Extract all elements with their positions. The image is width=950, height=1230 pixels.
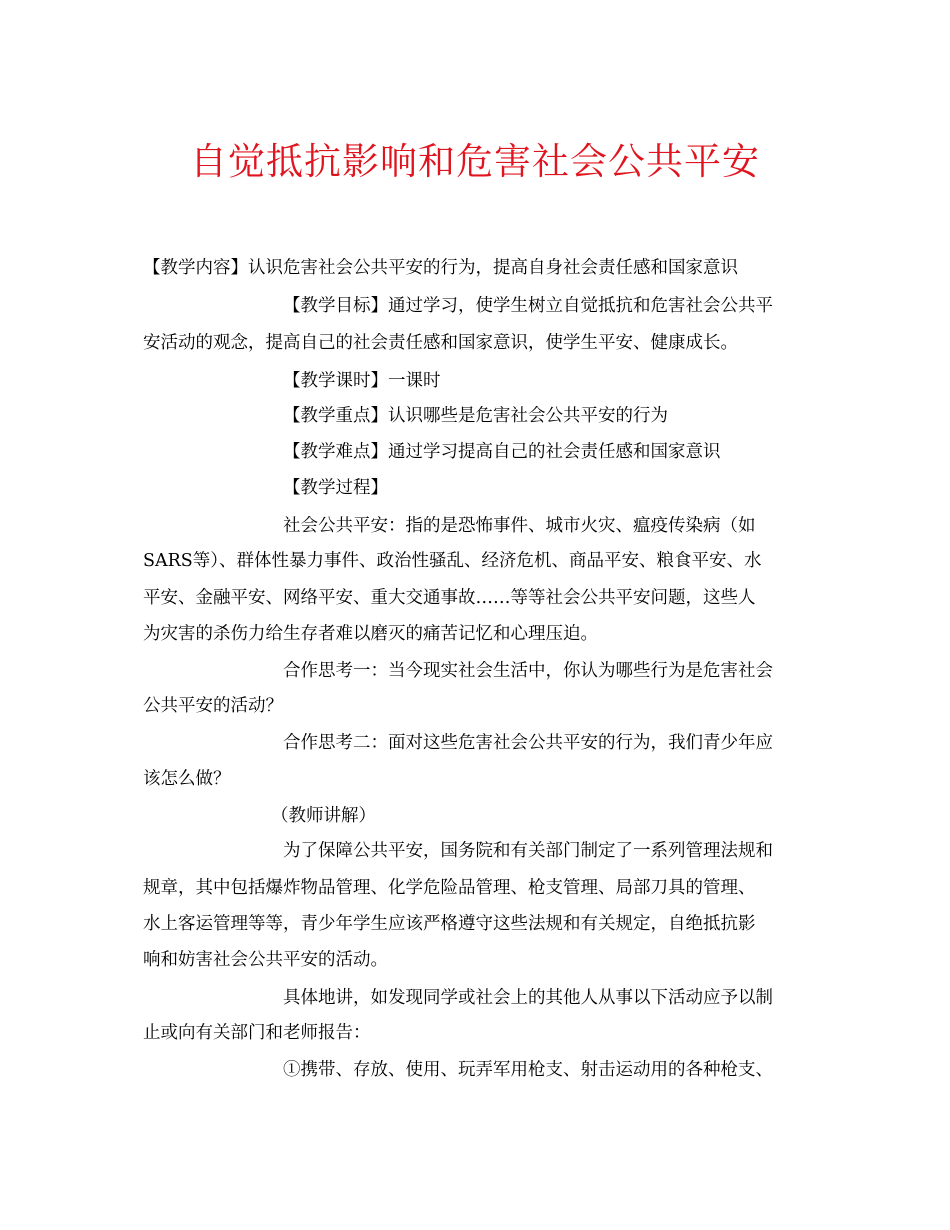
paragraph-line: 规章，其中包括爆炸物品管理、化学危险品管理、枪支管理、局部刀具的管理、 [143,878,756,898]
paragraph-line: 具体地讲，如发现同学或社会上的其他人从事以下活动应予以制 [283,988,773,1008]
document-title: 自觉抵抗影响和危害社会公共平安 [190,140,760,183]
paragraph-line: 【教学重点】认识哪些是危害社会公共平安的行为 [283,406,668,426]
paragraph-line: 响和妨害社会公共平安的活动。 [143,950,388,970]
paragraph-line: 安活动的观念，提高自己的社会责任感和国家意识，使学生平安、健康成长。 [143,333,738,353]
paragraph-line: 【教学难点】通过学习提高自己的社会责任感和国家意识 [283,442,721,462]
paragraph-line: ①携带、存放、使用、玩弄军用枪支、射击运动用的各种枪支、 [283,1060,773,1080]
paragraph-line: 【教学目标】通过学习，使学生树立自觉抵抗和危害社会公共平 [283,296,773,316]
paragraph-line: （教师讲解） [271,806,376,826]
paragraph-line: 社会公共平安：指的是恐怖事件、城市火灾、瘟疫传染病（如 [283,516,756,536]
paragraph-line: 为灾害的杀伤力给生存者难以磨灭的痛苦记忆和心理压迫。 [143,624,598,644]
paragraph-line: 【教学课时】一课时 [283,371,441,391]
paragraph-line: 水上客运管理等等，青少年学生应该严格遵守这些法规和有关规定，自绝抵抗影 [143,914,756,934]
paragraph-line: 为了保障公共平安，国务院和有关部门制定了一系列管理法规和 [283,841,773,861]
paragraph-line: 【教学过程】 [283,478,388,498]
paragraph-line: 平安、金融平安、网络平安、重大交通事故……等等社会公共平安问题，这些人 [143,588,756,608]
paragraph-line: 公共平安的活动？ [143,696,283,716]
paragraph-line: 合作思考一：当今现实社会生活中，你认为哪些行为是危害社会 [283,661,773,681]
paragraph-line: 【教学内容】认识危害社会公共平安的行为，提高自身社会责任感和国家意识 [143,258,738,278]
paragraph-line: SARS等）、群体性暴力事件、政治性骚乱、经济危机、商品平安、粮食平安、水 [143,551,762,571]
paragraph-line: 合作思考二：面对这些危害社会公共平安的行为，我们青少年应 [283,733,773,753]
paragraph-line: 止或向有关部门和老师报告： [143,1023,371,1043]
paragraph-line: 该怎么做？ [143,769,231,789]
